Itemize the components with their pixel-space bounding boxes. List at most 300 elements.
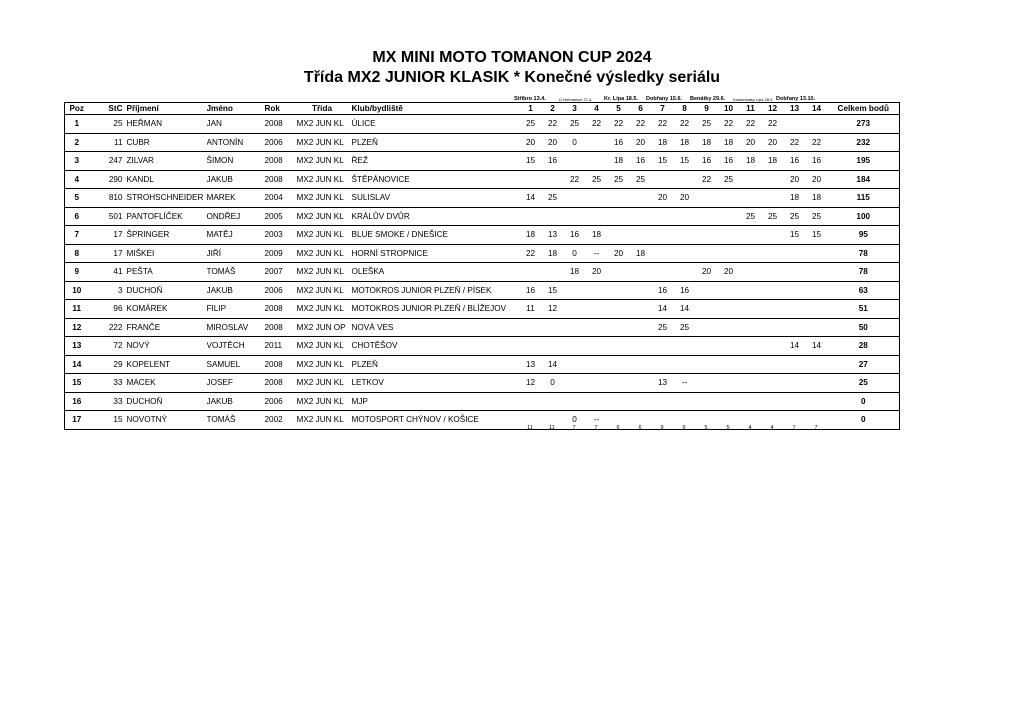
cell-race-points: 22 bbox=[718, 115, 740, 134]
cell-race-points bbox=[630, 263, 652, 282]
cell-race-points bbox=[652, 263, 674, 282]
cell-race-points: 22 bbox=[762, 115, 784, 134]
cell-race-points bbox=[784, 115, 806, 134]
cell-race-points bbox=[784, 355, 806, 374]
cell-race-points: 16 bbox=[674, 281, 696, 300]
cell-klub: MOTOKROS JUNIOR PLZEŇ / PÍSEK bbox=[350, 281, 520, 300]
cell-stc: 33 bbox=[89, 374, 123, 393]
cell-race-points: 25 bbox=[718, 170, 740, 189]
cell-race-points bbox=[674, 355, 696, 374]
cell-jmeno: MIROSLAV bbox=[207, 318, 265, 337]
venue-label: D.Heřmanice 27.4. bbox=[559, 97, 593, 102]
cell-jmeno: JAN bbox=[207, 115, 265, 134]
cell-race-points: 20 bbox=[652, 189, 674, 208]
col-header-rok: Rok bbox=[265, 103, 295, 115]
cell-race-points bbox=[586, 318, 608, 337]
cell-race-points: 16 bbox=[564, 226, 586, 245]
cell-race-points bbox=[806, 263, 828, 282]
cell-klub: LETKOV bbox=[350, 374, 520, 393]
col-header-trida: Třída bbox=[295, 103, 350, 115]
cell-race-points bbox=[740, 244, 762, 263]
cell-poz: 2 bbox=[65, 133, 89, 152]
cell-race-points bbox=[740, 281, 762, 300]
cell-klub: MOTOSPORT CHÝNOV / KOŠICE bbox=[350, 411, 520, 430]
cell-race-points bbox=[542, 170, 564, 189]
cell-race-points: 25 bbox=[762, 207, 784, 226]
cell-klub: HORNÍ STROPNICE bbox=[350, 244, 520, 263]
cell-race-points: 15 bbox=[652, 152, 674, 171]
cell-race-points: 16 bbox=[718, 152, 740, 171]
cell-jmeno: JAKUB bbox=[207, 170, 265, 189]
cell-race-points: 18 bbox=[674, 133, 696, 152]
cell-rok: 2006 bbox=[265, 281, 295, 300]
cell-jmeno: ONDŘEJ bbox=[207, 207, 265, 226]
col-header-race: 12 bbox=[762, 103, 784, 115]
cell-race-points bbox=[564, 207, 586, 226]
cell-race-points bbox=[630, 392, 652, 411]
cell-race-points: 22 bbox=[740, 115, 762, 134]
cell-race-points: 20 bbox=[674, 189, 696, 208]
cell-jmeno: JAKUB bbox=[207, 392, 265, 411]
cell-stc: 15 bbox=[89, 411, 123, 430]
cell-jmeno: SAMUEL bbox=[207, 355, 265, 374]
cell-trida: MX2 JUN OP bbox=[295, 318, 350, 337]
cell-race-points bbox=[542, 263, 564, 282]
cell-race-points: 18 bbox=[586, 226, 608, 245]
cell-prijmeni: CUBR bbox=[123, 133, 207, 152]
col-header-prijmeni: Příjmení bbox=[123, 103, 207, 115]
cell-trida: MX2 JUN KL bbox=[295, 115, 350, 134]
cell-stc: 25 bbox=[89, 115, 123, 134]
race-count: 5 bbox=[726, 425, 730, 431]
cell-race-points: 18 bbox=[520, 226, 542, 245]
cell-rok: 2007 bbox=[265, 263, 295, 282]
cell-rok: 2008 bbox=[265, 152, 295, 171]
cell-race-points bbox=[630, 207, 652, 226]
race-count: 7 bbox=[814, 425, 818, 431]
cell-race-points bbox=[696, 392, 718, 411]
cell-stc: 247 bbox=[89, 152, 123, 171]
cell-race-points bbox=[740, 355, 762, 374]
cell-race-points: 15 bbox=[674, 152, 696, 171]
cell-race-points bbox=[718, 318, 740, 337]
cell-race-points bbox=[564, 355, 586, 374]
cell-celkem: 63 bbox=[828, 281, 900, 300]
cell-trida: MX2 JUN KL bbox=[295, 152, 350, 171]
cell-race-points bbox=[652, 207, 674, 226]
cell-race-points bbox=[674, 170, 696, 189]
cell-race-points: 0 bbox=[564, 411, 586, 430]
cell-prijmeni: KOPELENT bbox=[123, 355, 207, 374]
cell-klub: CHOTĚŠOV bbox=[350, 337, 520, 356]
cell-race-points bbox=[806, 115, 828, 134]
cell-race-points: 25 bbox=[674, 318, 696, 337]
cell-race-points bbox=[586, 152, 608, 171]
cell-poz: 12 bbox=[65, 318, 89, 337]
cell-race-points bbox=[762, 170, 784, 189]
cell-race-points bbox=[608, 207, 630, 226]
cell-race-points: 13 bbox=[520, 355, 542, 374]
cell-race-points: 20 bbox=[740, 133, 762, 152]
cell-rok: 2003 bbox=[265, 226, 295, 245]
cell-race-points bbox=[564, 189, 586, 208]
cell-race-points: 25 bbox=[564, 115, 586, 134]
cell-race-points: 15 bbox=[806, 226, 828, 245]
cell-jmeno: JAKUB bbox=[207, 281, 265, 300]
cell-race-points bbox=[608, 318, 630, 337]
cell-race-points: 0 bbox=[564, 133, 586, 152]
cell-race-points: 14 bbox=[520, 189, 542, 208]
cell-race-points bbox=[608, 300, 630, 319]
cell-race-points: 20 bbox=[696, 263, 718, 282]
cell-poz: 9 bbox=[65, 263, 89, 282]
col-header-stc: StC bbox=[89, 103, 123, 115]
cell-race-points bbox=[630, 300, 652, 319]
cell-race-points: 15 bbox=[542, 281, 564, 300]
cell-race-points bbox=[696, 244, 718, 263]
table-row bbox=[65, 355, 900, 374]
cell-celkem: 184 bbox=[828, 170, 900, 189]
cell-stc: 33 bbox=[89, 392, 123, 411]
cell-race-points: 16 bbox=[784, 152, 806, 171]
cell-race-points bbox=[520, 337, 542, 356]
cell-race-points bbox=[520, 318, 542, 337]
cell-trida: MX2 JUN KL bbox=[295, 226, 350, 245]
cell-race-points bbox=[740, 337, 762, 356]
cell-klub: OLEŠKA bbox=[350, 263, 520, 282]
cell-race-points bbox=[806, 244, 828, 263]
cell-race-points bbox=[718, 337, 740, 356]
cell-race-points: 12 bbox=[520, 374, 542, 393]
cell-race-points bbox=[762, 337, 784, 356]
cell-klub: PLZEŇ bbox=[350, 133, 520, 152]
cell-prijmeni: HEŘMAN bbox=[123, 115, 207, 134]
cell-race-points bbox=[586, 374, 608, 393]
cell-race-points: 25 bbox=[696, 115, 718, 134]
cell-celkem: 27 bbox=[828, 355, 900, 374]
cell-race-points bbox=[784, 392, 806, 411]
cell-race-points bbox=[762, 244, 784, 263]
cell-rok: 2008 bbox=[265, 115, 295, 134]
cell-stc: 222 bbox=[89, 318, 123, 337]
table-row bbox=[65, 318, 900, 337]
cell-race-points bbox=[674, 263, 696, 282]
cell-race-points bbox=[762, 281, 784, 300]
cell-race-points: 25 bbox=[586, 170, 608, 189]
cell-race-points: 18 bbox=[762, 152, 784, 171]
cell-klub: MOTOKROS JUNIOR PLZEŇ / BLÍŽEJOV bbox=[350, 300, 520, 319]
cell-poz: 14 bbox=[65, 355, 89, 374]
cell-poz: 15 bbox=[65, 374, 89, 393]
cell-prijmeni: STROHSCHNEIDER bbox=[123, 189, 207, 208]
cell-race-points: 15 bbox=[784, 226, 806, 245]
race-count: 7 bbox=[572, 425, 576, 431]
cell-race-points: 22 bbox=[608, 115, 630, 134]
cell-race-points bbox=[718, 374, 740, 393]
cell-prijmeni: PANTOFLÍČEK bbox=[123, 207, 207, 226]
table-header-row bbox=[65, 103, 900, 115]
cell-race-points: 14 bbox=[784, 337, 806, 356]
cell-celkem: 51 bbox=[828, 300, 900, 319]
cell-stc: 17 bbox=[89, 226, 123, 245]
cell-prijmeni: PEŠTA bbox=[123, 263, 207, 282]
table-row bbox=[65, 189, 900, 208]
cell-race-points bbox=[696, 207, 718, 226]
cell-race-points bbox=[740, 392, 762, 411]
page-subtitle: Třída MX2 JUNIOR KLASIK * Konečné výsledky seriálu bbox=[303, 69, 721, 86]
cell-jmeno: FILIP bbox=[207, 300, 265, 319]
cell-race-points bbox=[696, 281, 718, 300]
col-header-race: 5 bbox=[608, 103, 630, 115]
cell-race-points: 25 bbox=[630, 170, 652, 189]
cell-celkem: 78 bbox=[828, 244, 900, 263]
cell-jmeno: ANTONÍN bbox=[207, 133, 265, 152]
cell-race-points: 18 bbox=[806, 189, 828, 208]
cell-trida: MX2 JUN KL bbox=[295, 189, 350, 208]
cell-celkem: 273 bbox=[828, 115, 900, 134]
col-header-race: 7 bbox=[652, 103, 674, 115]
cell-trida: MX2 JUN KL bbox=[295, 170, 350, 189]
cell-race-points: 25 bbox=[784, 207, 806, 226]
col-header-celkem: Celkem bodů bbox=[828, 103, 900, 115]
cell-jmeno: MAREK bbox=[207, 189, 265, 208]
cell-klub: PLZEŇ bbox=[350, 355, 520, 374]
cell-race-points bbox=[696, 374, 718, 393]
cell-race-points bbox=[718, 300, 740, 319]
table-row bbox=[65, 133, 900, 152]
cell-poz: 5 bbox=[65, 189, 89, 208]
venue-label: Benátky 29.6. bbox=[690, 96, 726, 102]
cell-trida: MX2 JUN KL bbox=[295, 281, 350, 300]
cell-trida: MX2 JUN KL bbox=[295, 263, 350, 282]
cell-rok: 2008 bbox=[265, 300, 295, 319]
cell-celkem: 78 bbox=[828, 263, 900, 282]
col-header-poz: Poz bbox=[65, 103, 89, 115]
cell-trida: MX2 JUN KL bbox=[295, 411, 350, 430]
cell-race-points: 12 bbox=[542, 300, 564, 319]
table-row bbox=[65, 281, 900, 300]
cell-race-points: 20 bbox=[630, 133, 652, 152]
cell-race-points bbox=[784, 300, 806, 319]
cell-jmeno: ŠIMON bbox=[207, 152, 265, 171]
table-row bbox=[65, 115, 900, 134]
cell-klub: ÚLICE bbox=[350, 115, 520, 134]
race-count: 9 bbox=[682, 425, 686, 431]
cell-klub: ŘEŽ bbox=[350, 152, 520, 171]
cell-race-points bbox=[586, 300, 608, 319]
cell-race-points bbox=[696, 226, 718, 245]
cell-trida: MX2 JUN KL bbox=[295, 207, 350, 226]
cell-jmeno: JIŘÍ bbox=[207, 244, 265, 263]
cell-prijmeni: DUCHOŇ bbox=[123, 281, 207, 300]
cell-race-points bbox=[564, 337, 586, 356]
cell-poz: 13 bbox=[65, 337, 89, 356]
cell-race-points bbox=[740, 374, 762, 393]
cell-poz: 1 bbox=[65, 115, 89, 134]
cell-race-points: 16 bbox=[652, 281, 674, 300]
cell-race-points bbox=[630, 337, 652, 356]
cell-race-points bbox=[740, 189, 762, 208]
cell-prijmeni: NOVÝ bbox=[123, 337, 207, 356]
cell-race-points: 13 bbox=[652, 374, 674, 393]
table-row bbox=[65, 170, 900, 189]
cell-poz: 11 bbox=[65, 300, 89, 319]
cell-race-points bbox=[762, 355, 784, 374]
cell-race-points bbox=[718, 207, 740, 226]
cell-prijmeni: FRANČE bbox=[123, 318, 207, 337]
cell-race-points bbox=[696, 355, 718, 374]
cell-rok: 2008 bbox=[265, 318, 295, 337]
cell-race-points: 22 bbox=[674, 115, 696, 134]
cell-trida: MX2 JUN KL bbox=[295, 133, 350, 152]
cell-race-points: 0 bbox=[564, 244, 586, 263]
cell-klub: SULISLAV bbox=[350, 189, 520, 208]
results-body bbox=[65, 115, 900, 430]
cell-race-points: 16 bbox=[696, 152, 718, 171]
cell-race-points: 18 bbox=[784, 189, 806, 208]
cell-race-points: 22 bbox=[696, 170, 718, 189]
venue-label: Kostomlatsy Lipa 28.9. bbox=[733, 97, 774, 102]
cell-race-points: 0 bbox=[542, 374, 564, 393]
cell-race-points: 22 bbox=[564, 170, 586, 189]
cell-race-points: 25 bbox=[542, 189, 564, 208]
race-count: 11 bbox=[527, 425, 533, 431]
cell-poz: 8 bbox=[65, 244, 89, 263]
cell-race-points: 18 bbox=[718, 133, 740, 152]
cell-race-points: -- bbox=[586, 411, 608, 430]
cell-race-points: 18 bbox=[564, 263, 586, 282]
table-row bbox=[65, 263, 900, 282]
cell-trida: MX2 JUN KL bbox=[295, 244, 350, 263]
cell-race-points bbox=[630, 189, 652, 208]
cell-klub: BLUE SMOKE / DNEŠICE bbox=[350, 226, 520, 245]
cell-prijmeni: MACEK bbox=[123, 374, 207, 393]
cell-race-points bbox=[762, 300, 784, 319]
cell-race-points bbox=[652, 244, 674, 263]
cell-rok: 2011 bbox=[265, 337, 295, 356]
cell-race-points bbox=[806, 392, 828, 411]
cell-race-points bbox=[762, 392, 784, 411]
cell-race-points: 25 bbox=[520, 115, 542, 134]
cell-race-points bbox=[718, 281, 740, 300]
cell-race-points bbox=[762, 226, 784, 245]
cell-race-points bbox=[564, 152, 586, 171]
race-count: 7 bbox=[792, 425, 796, 431]
venue-label: Dobřany 13.10. bbox=[776, 96, 816, 102]
cell-race-points: 16 bbox=[806, 152, 828, 171]
results-table bbox=[64, 102, 900, 430]
cell-race-points: 20 bbox=[586, 263, 608, 282]
cell-race-points bbox=[718, 392, 740, 411]
cell-trida: MX2 JUN KL bbox=[295, 337, 350, 356]
cell-race-points bbox=[806, 300, 828, 319]
cell-race-points: 22 bbox=[806, 133, 828, 152]
cell-race-points: 14 bbox=[674, 300, 696, 319]
cell-jmeno: TOMÁŠ bbox=[207, 263, 265, 282]
cell-celkem: 100 bbox=[828, 207, 900, 226]
cell-race-points bbox=[520, 263, 542, 282]
cell-race-points bbox=[740, 263, 762, 282]
cell-race-points bbox=[652, 226, 674, 245]
cell-celkem: 95 bbox=[828, 226, 900, 245]
cell-race-points: 22 bbox=[520, 244, 542, 263]
cell-race-points bbox=[608, 263, 630, 282]
cell-race-points bbox=[630, 226, 652, 245]
cell-race-points: 25 bbox=[806, 207, 828, 226]
race-count: 11 bbox=[549, 425, 555, 431]
cell-stc: 810 bbox=[89, 189, 123, 208]
cell-race-points: 22 bbox=[586, 115, 608, 134]
cell-race-points: 25 bbox=[740, 207, 762, 226]
cell-race-points bbox=[564, 392, 586, 411]
cell-race-points bbox=[564, 374, 586, 393]
cell-race-points: 20 bbox=[784, 170, 806, 189]
cell-race-points bbox=[762, 189, 784, 208]
cell-race-points bbox=[674, 244, 696, 263]
cell-race-points bbox=[784, 374, 806, 393]
cell-race-points bbox=[630, 281, 652, 300]
cell-stc: 96 bbox=[89, 300, 123, 319]
col-header-klub: Klub/bydliště bbox=[350, 103, 520, 115]
cell-klub: KRÁLŮV DVŮR bbox=[350, 207, 520, 226]
cell-race-points bbox=[586, 281, 608, 300]
cell-rok: 2009 bbox=[265, 244, 295, 263]
page-title: MX MINI MOTO TOMANON CUP 2024 bbox=[372, 49, 652, 66]
cell-race-points: 14 bbox=[652, 300, 674, 319]
cell-race-points bbox=[586, 337, 608, 356]
cell-race-points bbox=[630, 374, 652, 393]
cell-race-points: 16 bbox=[520, 281, 542, 300]
col-header-race: 6 bbox=[630, 103, 652, 115]
table-row bbox=[65, 226, 900, 245]
cell-race-points bbox=[608, 337, 630, 356]
cell-race-points bbox=[586, 355, 608, 374]
cell-race-points bbox=[740, 170, 762, 189]
cell-trida: MX2 JUN KL bbox=[295, 300, 350, 319]
cell-race-points bbox=[740, 318, 762, 337]
cell-rok: 2006 bbox=[265, 392, 295, 411]
cell-race-points: 16 bbox=[542, 152, 564, 171]
cell-race-points: 25 bbox=[652, 318, 674, 337]
cell-race-points bbox=[608, 392, 630, 411]
cell-stc: 29 bbox=[89, 355, 123, 374]
cell-race-points bbox=[608, 189, 630, 208]
cell-race-points bbox=[586, 133, 608, 152]
race-count: 6 bbox=[638, 425, 642, 431]
cell-race-points bbox=[696, 300, 718, 319]
cell-prijmeni: ZILVAR bbox=[123, 152, 207, 171]
col-header-race: 3 bbox=[564, 103, 586, 115]
cell-rok: 2008 bbox=[265, 170, 295, 189]
cell-race-points bbox=[630, 318, 652, 337]
race-count: 7 bbox=[594, 425, 598, 431]
cell-race-points: 20 bbox=[542, 133, 564, 152]
cell-race-points: 20 bbox=[520, 133, 542, 152]
race-count: 4 bbox=[748, 425, 752, 431]
cell-celkem: 195 bbox=[828, 152, 900, 171]
venue-label: Kr. Lípa 18.5. bbox=[604, 96, 638, 102]
col-header-race: 9 bbox=[696, 103, 718, 115]
cell-race-points: 16 bbox=[630, 152, 652, 171]
cell-trida: MX2 JUN KL bbox=[295, 374, 350, 393]
cell-race-points bbox=[542, 207, 564, 226]
cell-race-points bbox=[718, 189, 740, 208]
cell-race-points bbox=[608, 226, 630, 245]
cell-race-points: 25 bbox=[608, 170, 630, 189]
cell-race-points: 22 bbox=[652, 115, 674, 134]
col-header-race: 11 bbox=[740, 103, 762, 115]
cell-race-points bbox=[564, 281, 586, 300]
